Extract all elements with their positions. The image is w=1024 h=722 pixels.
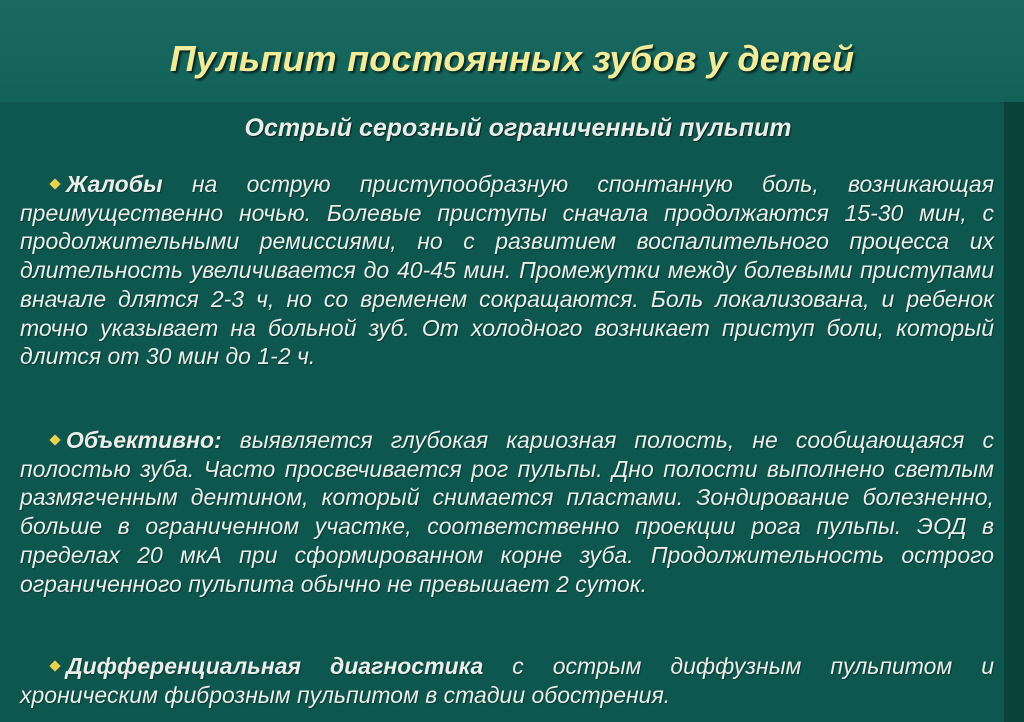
section-complaints [20,170,994,371]
slide-subtitle: Острый серозный ограниченный пульпит [244,114,792,142]
diamond-bullet-icon [49,434,60,445]
section-objective [20,426,994,598]
slide-title: Пульпит постоянных зубов у детей [169,38,855,79]
section-differential-lead: Дифференциальная диагностика [66,653,484,679]
section-differential-text: с острым диффузным пульпитом и хроническим фиброзным пульпитом в стадии обострения. [20,653,994,708]
section-complaints-lead: Жалобы [66,171,163,197]
section-objective-lead: Объективно: [66,427,222,453]
diamond-bullet-icon [49,178,60,189]
section-complaints-text: на острую приступообразную спонтанную боль, возникающая преимущественно ночью. Болевые приступы сначала продолжаются 15-30 мин, с продолжительными ремиссиями, но с развитием воспалительного процесса их длительность увеличивается до 40-45 мин. Промежутки между болевыми приступами вначале длятся 2-3 ч, но со временем сокращаются. Боль локализована, и ребенок точно указывает на больной зуб. От холодного возникает приступ боли, который длится от 30 мин до 1-2 ч. [20,171,994,370]
section-differential [20,652,994,709]
right-edge-strip [1004,102,1024,722]
diamond-bullet-icon [49,660,60,671]
section-objective-text: выявляется глубокая кариозная полость, не сообщающаяся с полостью зуба. Часто просвечивается рог пульпы. Дно полости выполнено светлым размягченным дентином, который снимается пластами. Зондирование болезненно, больше в ограниченном участке, соответственно проекции рога пульпы. ЭОД в пределах 20 мкА при сформированном корне зуба. Продолжительность острого ограниченного пульпита обычно не превышает 2 суток. [20,427,994,597]
